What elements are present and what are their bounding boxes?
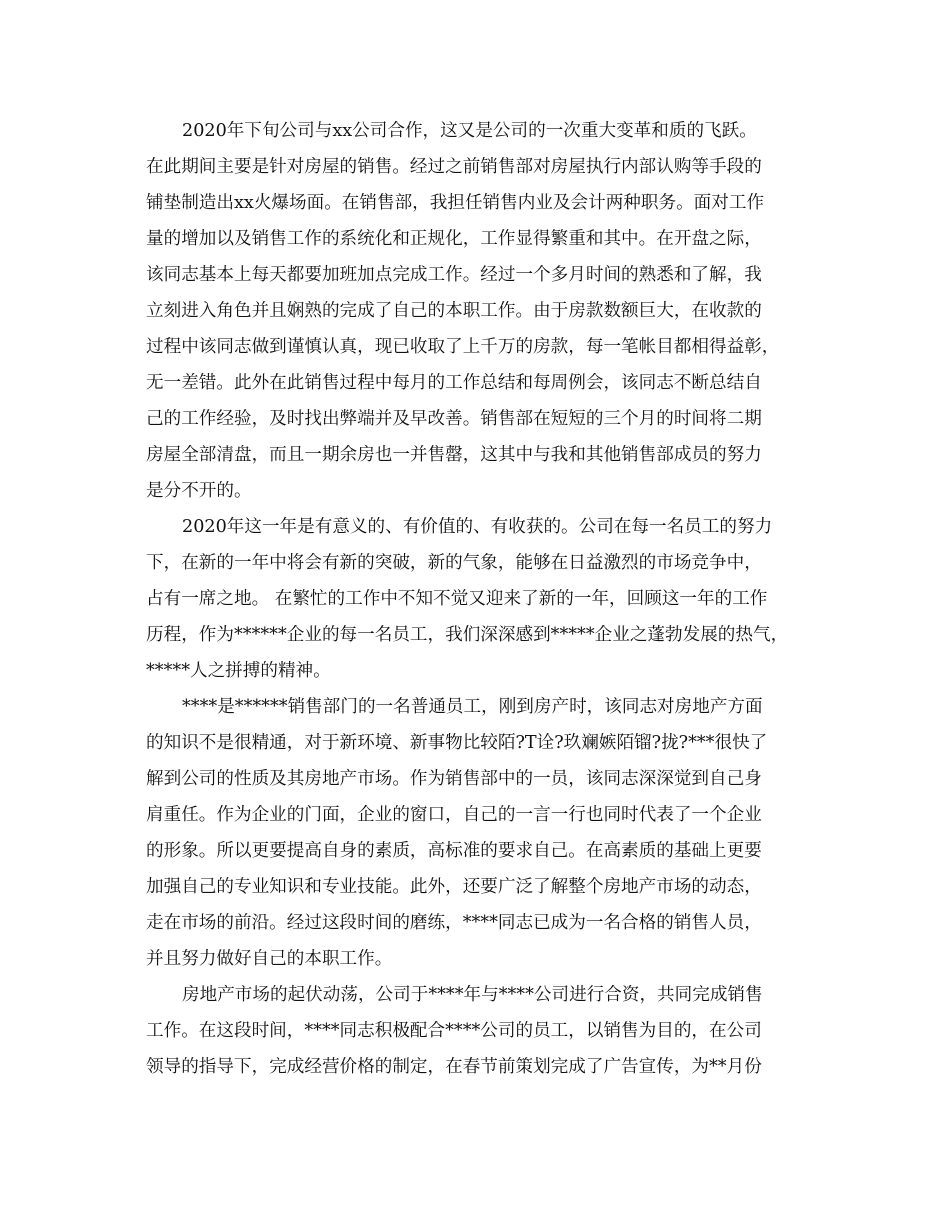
paragraph-1-line-3: 铺垫制造出xx火爆场面。在销售部，我担任销售内业及会计两种职务。面对工作	[146, 193, 765, 213]
paragraph-1-line-11: 是分不开的。	[146, 481, 252, 501]
paragraph-2-line-1: 2020年这一年是有意义的、有价值的、有收获的。公司在每一名员工的努力	[182, 517, 773, 537]
paragraph-3-line-5: 的形象。所以更要提高自身的素质，高标准的要求自己。在高素质的基础上更要	[146, 841, 762, 861]
paragraph-2-line-5: *****人之拼搏的精神。	[146, 661, 331, 681]
paragraph-1-line-4: 量的增加以及销售工作的系统化和正规化，工作显得繁重和其中。在开盘之际，	[146, 229, 762, 249]
paragraph-3-line-1: ****是******销售部门的一名普通员工，刚到房产时，该同志对房地产方面	[182, 697, 763, 717]
paragraph-1-line-9: 己的工作经验，及时找出弊端并及早改善。销售部在短短的三个月的时间将二期	[146, 409, 762, 429]
paragraph-1-line-8: 无一差错。此外在此销售过程中每月的工作总结和每周例会，该同志不断总结自	[146, 373, 762, 393]
paragraph-1-line-6: 立刻进入角色并且娴熟的完成了自己的本职工作。由于房款数额巨大，在收款的	[146, 301, 762, 321]
paragraph-3-line-6: 加强自己的专业知识和专业技能。此外，还要广泛了解整个房地产市场的动态，	[146, 877, 762, 897]
paragraph-1-line-10: 房屋全部清盘，而且一期余房也一并售罄，这其中与我和其他销售部成员的努力	[146, 445, 762, 465]
paragraph-4-line-1: 房地产市场的起伏动荡，公司于****年与****公司进行合资，共同完成销售	[182, 985, 763, 1005]
paragraph-3-line-8: 并且努力做好自己的本职工作。	[146, 949, 393, 969]
paragraph-4-line-2: 工作。在这段时间，****同志积极配合****公司的员工，以销售为目的，在公司	[146, 1021, 762, 1041]
paragraph-3-line-4: 肩重任。作为企业的门面，企业的窗口，自己的一言一行也同时代表了一个企业	[146, 805, 762, 825]
paragraph-1-line-5: 该同志基本上每天都要加班加点完成工作。经过一个多月时间的熟悉和了解，我	[146, 265, 762, 285]
paragraph-1-line-7: 过程中该同志做到谨慎认真，现已收取了上千万的房款，每一笔帐目都相得益彰，	[146, 337, 780, 357]
paragraph-3-line-2: 的知识不是很精通，对于新环境、新事物比较陌?T诠?玖斓嫉陌镏?拢?***很快了	[146, 733, 768, 753]
paragraph-1-line-2: 在此期间主要是针对房屋的销售。经过之前销售部对房屋执行内部认购等手段的	[146, 157, 762, 177]
paragraph-2-line-2: 下，在新的一年中将会有新的突破，新的气象，能够在日益激烈的市场竞争中，	[146, 553, 762, 573]
paragraph-1-line-1: 2020年下旬公司与xx公司合作，这又是公司的一次重大变革和质的飞跃。	[182, 121, 757, 141]
paragraph-4-line-3: 领导的指导下，完成经营价格的制定，在春节前策划完成了广告宣传，为**月份	[146, 1057, 762, 1077]
paragraph-2-line-3: 占有一席之地。 在繁忙的工作中不知不觉又迎来了新的一年，回顾这一年的工作	[146, 589, 768, 609]
paragraph-3-line-3: 解到公司的性质及其房地产市场。作为销售部中的一员，该同志深深觉到自己身	[146, 769, 762, 789]
paragraph-3-line-7: 走在市场的前沿。经过这段时间的磨练，****同志已成为一名合格的销售人员，	[146, 913, 762, 933]
paragraph-2-line-4: 历程，作为******企业的每一名员工，我们深深感到*****企业之蓬勃发展的热气，	[146, 625, 789, 645]
